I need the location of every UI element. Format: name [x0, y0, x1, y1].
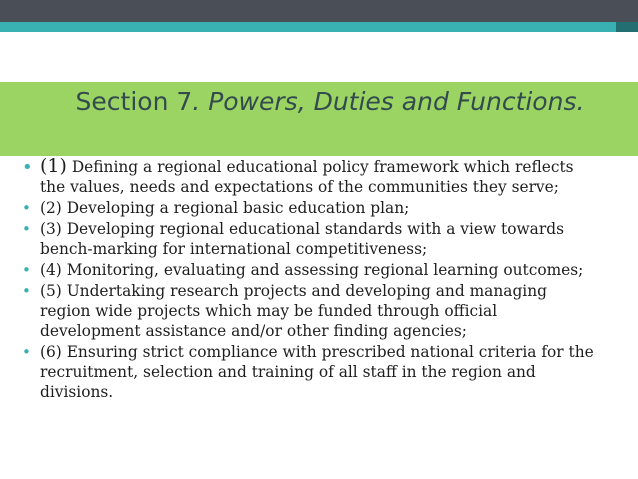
slide-title	[60, 86, 600, 117]
title-suffix: . Powers, Duties and Functions.	[192, 87, 585, 116]
list-item	[22, 198, 602, 218]
item-text: (3) Developing regional educational standards with a view towards bench-marking for international competitiveness;	[40, 220, 564, 258]
list-item	[22, 260, 602, 280]
item-text: (4) Monitoring, evaluating and assessing regional learning outcomes;	[40, 261, 584, 279]
item-number: (1)	[40, 155, 67, 177]
bullet-icon: •	[22, 220, 31, 238]
top-accent-corner	[616, 22, 638, 32]
bullet-icon: •	[22, 343, 31, 361]
bullet-icon: •	[22, 199, 31, 217]
bullet-list	[22, 156, 602, 403]
item-text: (2) Developing a regional basic education plan;	[40, 199, 410, 217]
list-item	[22, 342, 602, 402]
item-text: (6) Ensuring strict compliance with prescribed national criteria for the recruitment, selection and training of all staff in the region and divisions.	[40, 343, 594, 401]
list-item	[22, 219, 602, 259]
bullet-icon: •	[22, 157, 33, 178]
bullet-icon: •	[22, 261, 31, 279]
top-decor-bar	[0, 0, 638, 22]
list-item	[22, 281, 602, 341]
top-accent-strip	[0, 22, 638, 32]
bullet-icon: •	[22, 282, 31, 300]
item-text: (5) Undertaking research projects and developing and managing region wide projects which may be funded through official development assistance and/or other finding agencies;	[40, 282, 547, 340]
title-prefix: Section 7	[75, 87, 193, 116]
item-text: Defining a regional educational policy framework which reflects the values, needs and expectations of the communities they serve;	[40, 158, 574, 196]
list-item	[22, 156, 602, 197]
